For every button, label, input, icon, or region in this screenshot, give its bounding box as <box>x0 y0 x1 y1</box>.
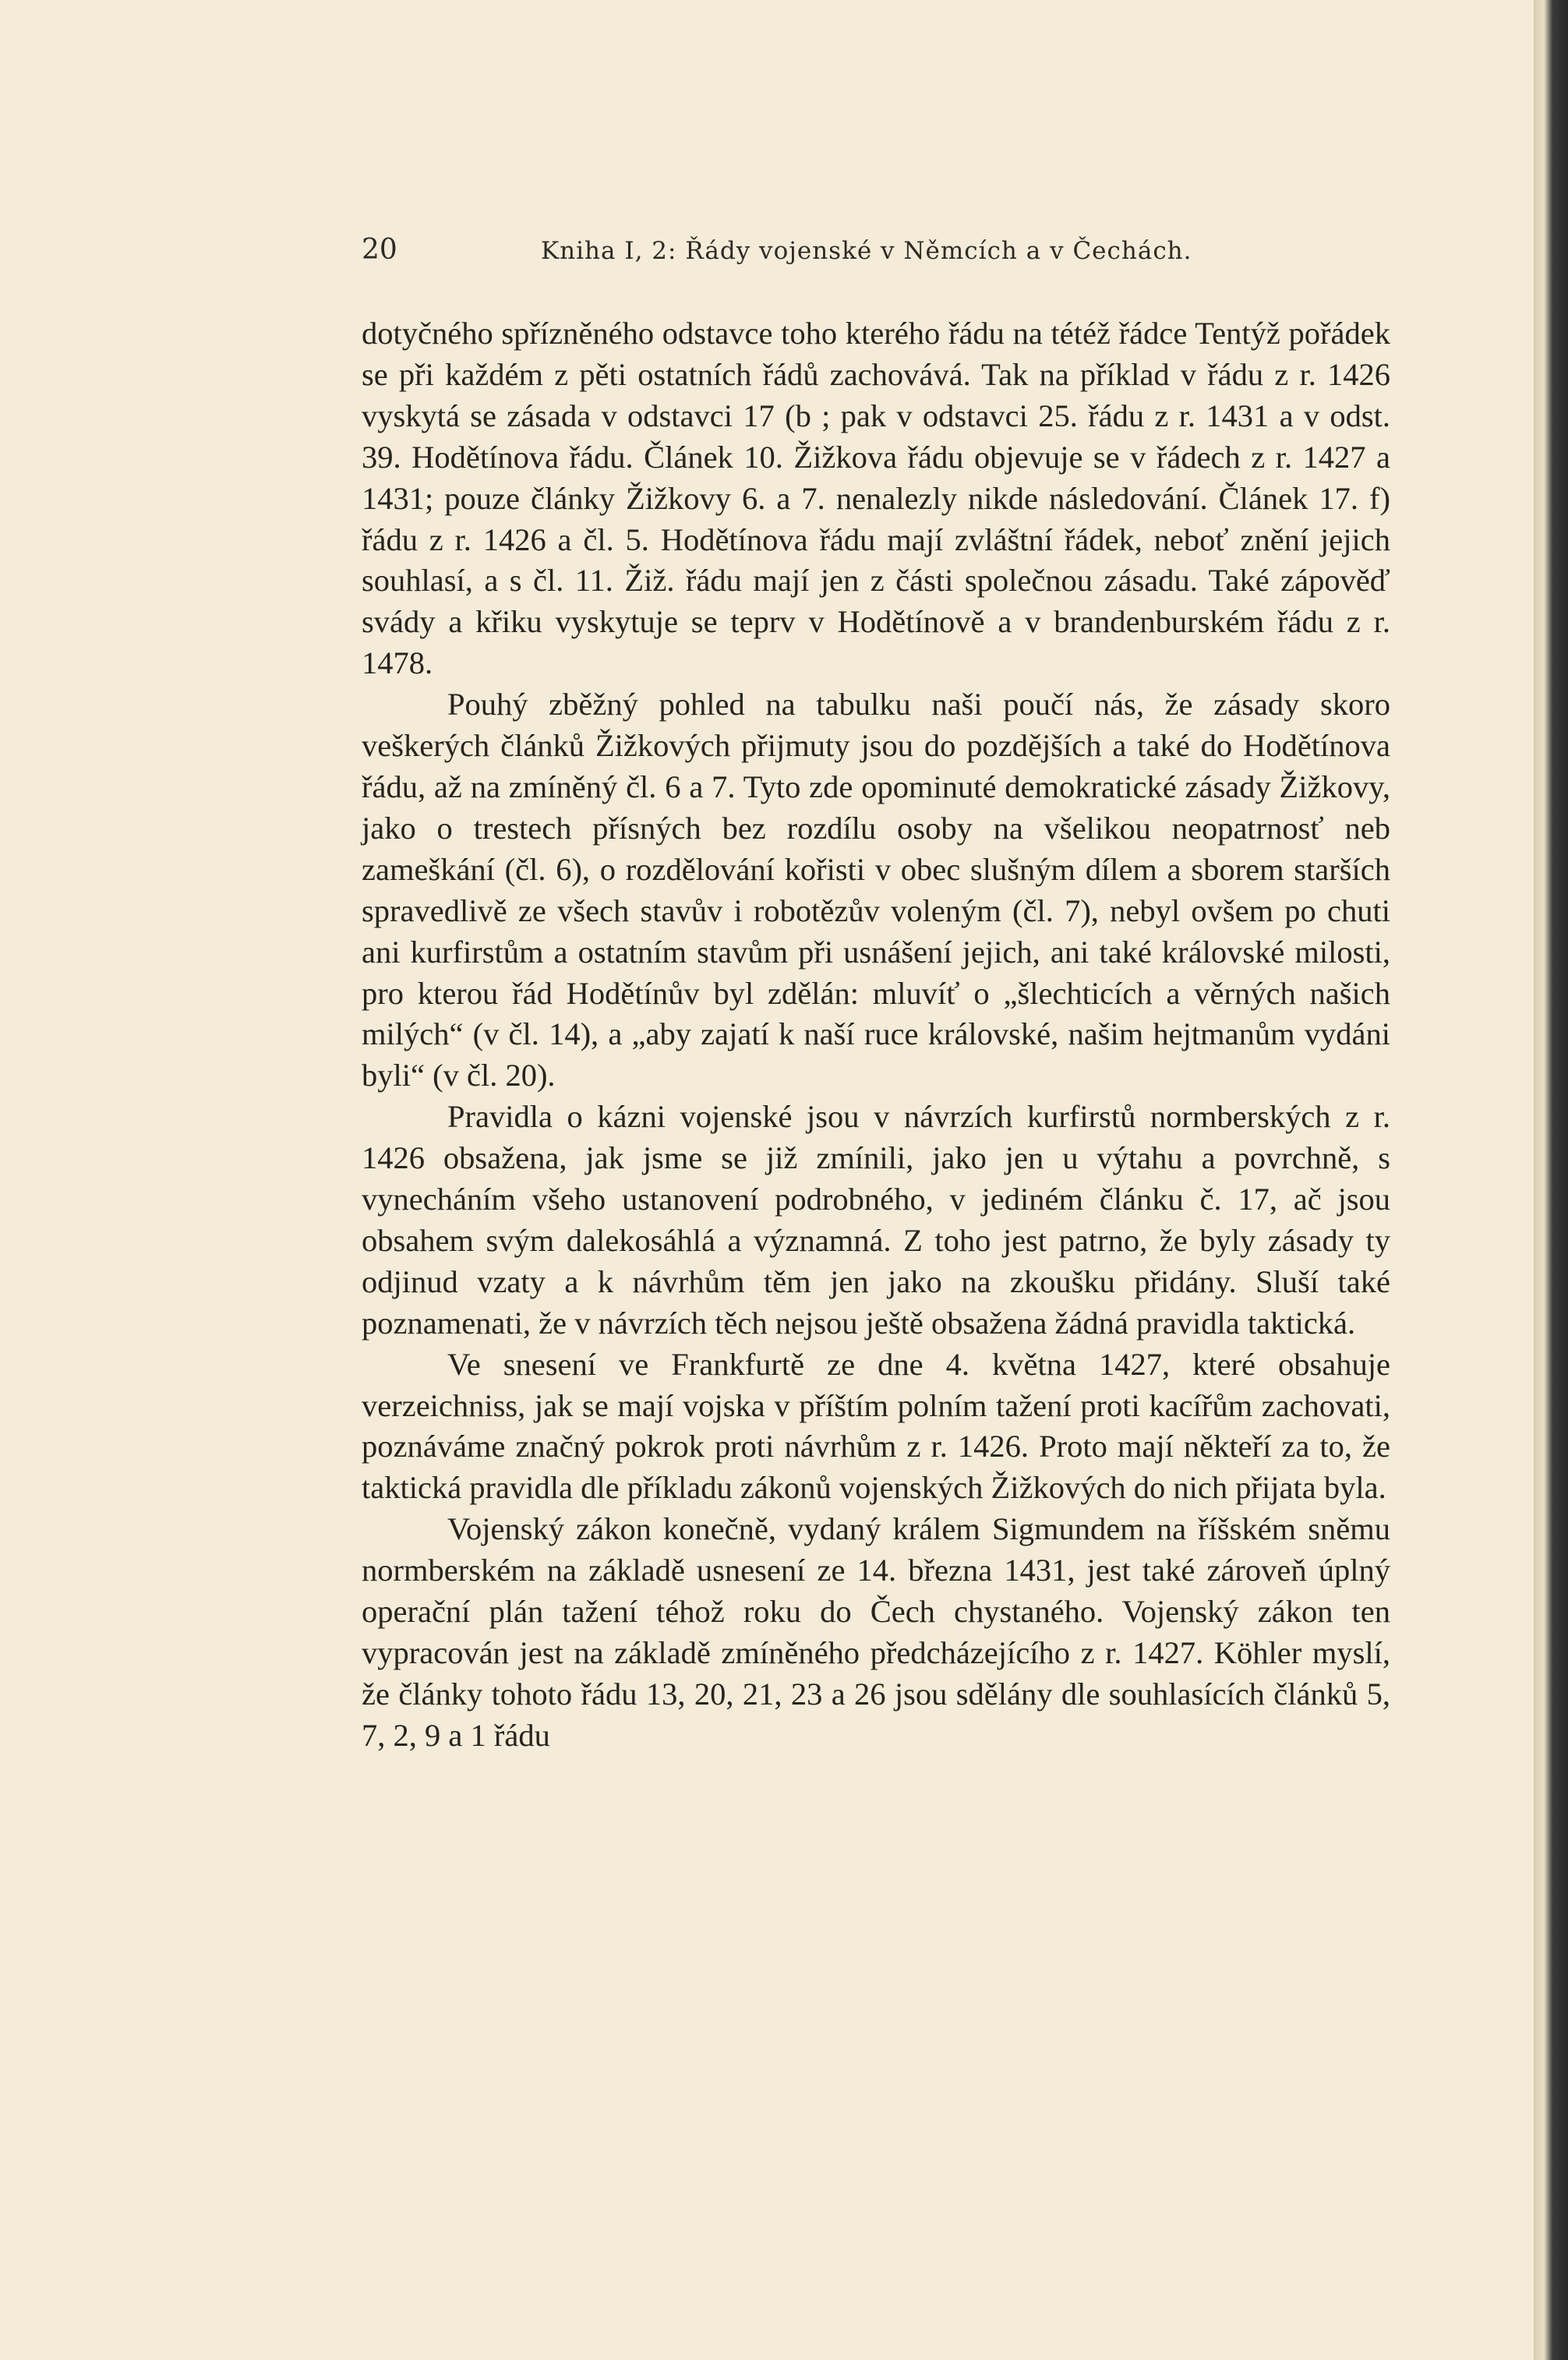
paragraph-1: dotyčného spřízněného odstavce toho kterého řádu na tétéž řádce Tentýž pořádek se při každém z pěti ostatních řádů zachovává. Tak na příklad v řádu z r. 1426 vyskytá se zásada v odstavci 17 (b ; pak v odstavci 25. řádu z r. 1431 a v odst. 39. Hodětínova řádu. Článek 10. Žižkova řádu objevuje se v řádech z r. 1427 a 1431; pouze články Žižkovy 6. a 7. nenalezly nikde následování. Článek 17. f) řádu z r. 1426 a čl. 5. Hodětínova řádu mají zvláštní řádek, neboť znění jejich souhlasí, a s čl. 11. Žiž. řádu mají jen z části společnou zásadu. Také zápověď svády a křiku vyskytuje se teprv v Hodětínově a v brandenburském řádu z r. 1478. <box>362 316 1390 681</box>
book-edge <box>1534 0 1568 2360</box>
page-header <box>362 234 1390 281</box>
page-number: 20 <box>362 234 397 266</box>
paragraph-5: Vojenský zákon konečně, vydaný králem Sigmundem na říšském sněmu normberském na základě usnesení ze 14. března 1431, jest také zároveň úplný operační plán tažení téhož roku do Čech chystaného. Vojenský zákon ten vypracován jest na základě zmíněného předcházejícího z r. 1427. Köhler myslí, že články tohoto řádu 13, 20, 21, 23 a 26 jsou sdělány dle souhlasících článků 5, 7, 2, 9 a 1 řádu <box>362 1511 1390 1753</box>
running-head: Kniha I, 2: Řády vojenské v Němcích a v Čechách. <box>541 237 1192 265</box>
paragraph-4: Ve snesení ve Frankfurtě ze dne 4. května 1427, které obsahuje verzeichniss, jak se mají vojska v příštím polním tažení proti kacířům zachovati, poznáváme značný pokrok proti návrhům z r. 1426. Proto mají někteří za to, že taktická pravidla dle příkladu zákonů vojenských Žižkových do nich přijata byla. <box>362 1346 1390 1506</box>
body-text <box>362 313 1390 1757</box>
paragraph-3: Pravidla o kázni vojenské jsou v návrzích kurfirstů normberských z r. 1426 obsažena, jak jsme se již zmínili, jako jen u výtahu a povrchně, s vynecháním všeho ustanovení podrobného, v jediném článku č. 17, ač jsou obsahem svým dalekosáhlá a významná. Z toho jest patrno, že byly zásady ty odjinud vzaty a k návrhům těm jen jako na zkoušku přidány. Sluší také poznamenati, že v návrzích těch nejsou ještě obsažena žádná pravidla taktická. <box>362 1099 1390 1341</box>
paragraph-2: Pouhý zběžný pohled na tabulku naši poučí nás, že zásady skoro veškerých článků Žižkových přijmuty jsou do pozdějších a také do Hodětínova řádu, až na zmíněný čl. 6 a 7. Tyto zde opominuté demokratické zásady Žižkovy, jako o trestech přísných bez rozdílu osoby na všelikou neopatrnosť neb zameškání (čl. 6), o rozdělování kořisti v obec slušným dílem a sborem starších spravedlivě ze všech stavův i robotězův voleným (čl. 7), nebyl ovšem po chuti ani kurfirstům a ostatním stavům při usnášení jejich, ani také královské milosti, pro kterou řád Hodětínův byl zdělán: mluvíť o „šlechticích a věrných našich milých“ (v čl. 14), a „aby zajatí k naší ruce královské, našim hejtmanům vydáni byli“ (v čl. 20). <box>362 687 1390 1093</box>
